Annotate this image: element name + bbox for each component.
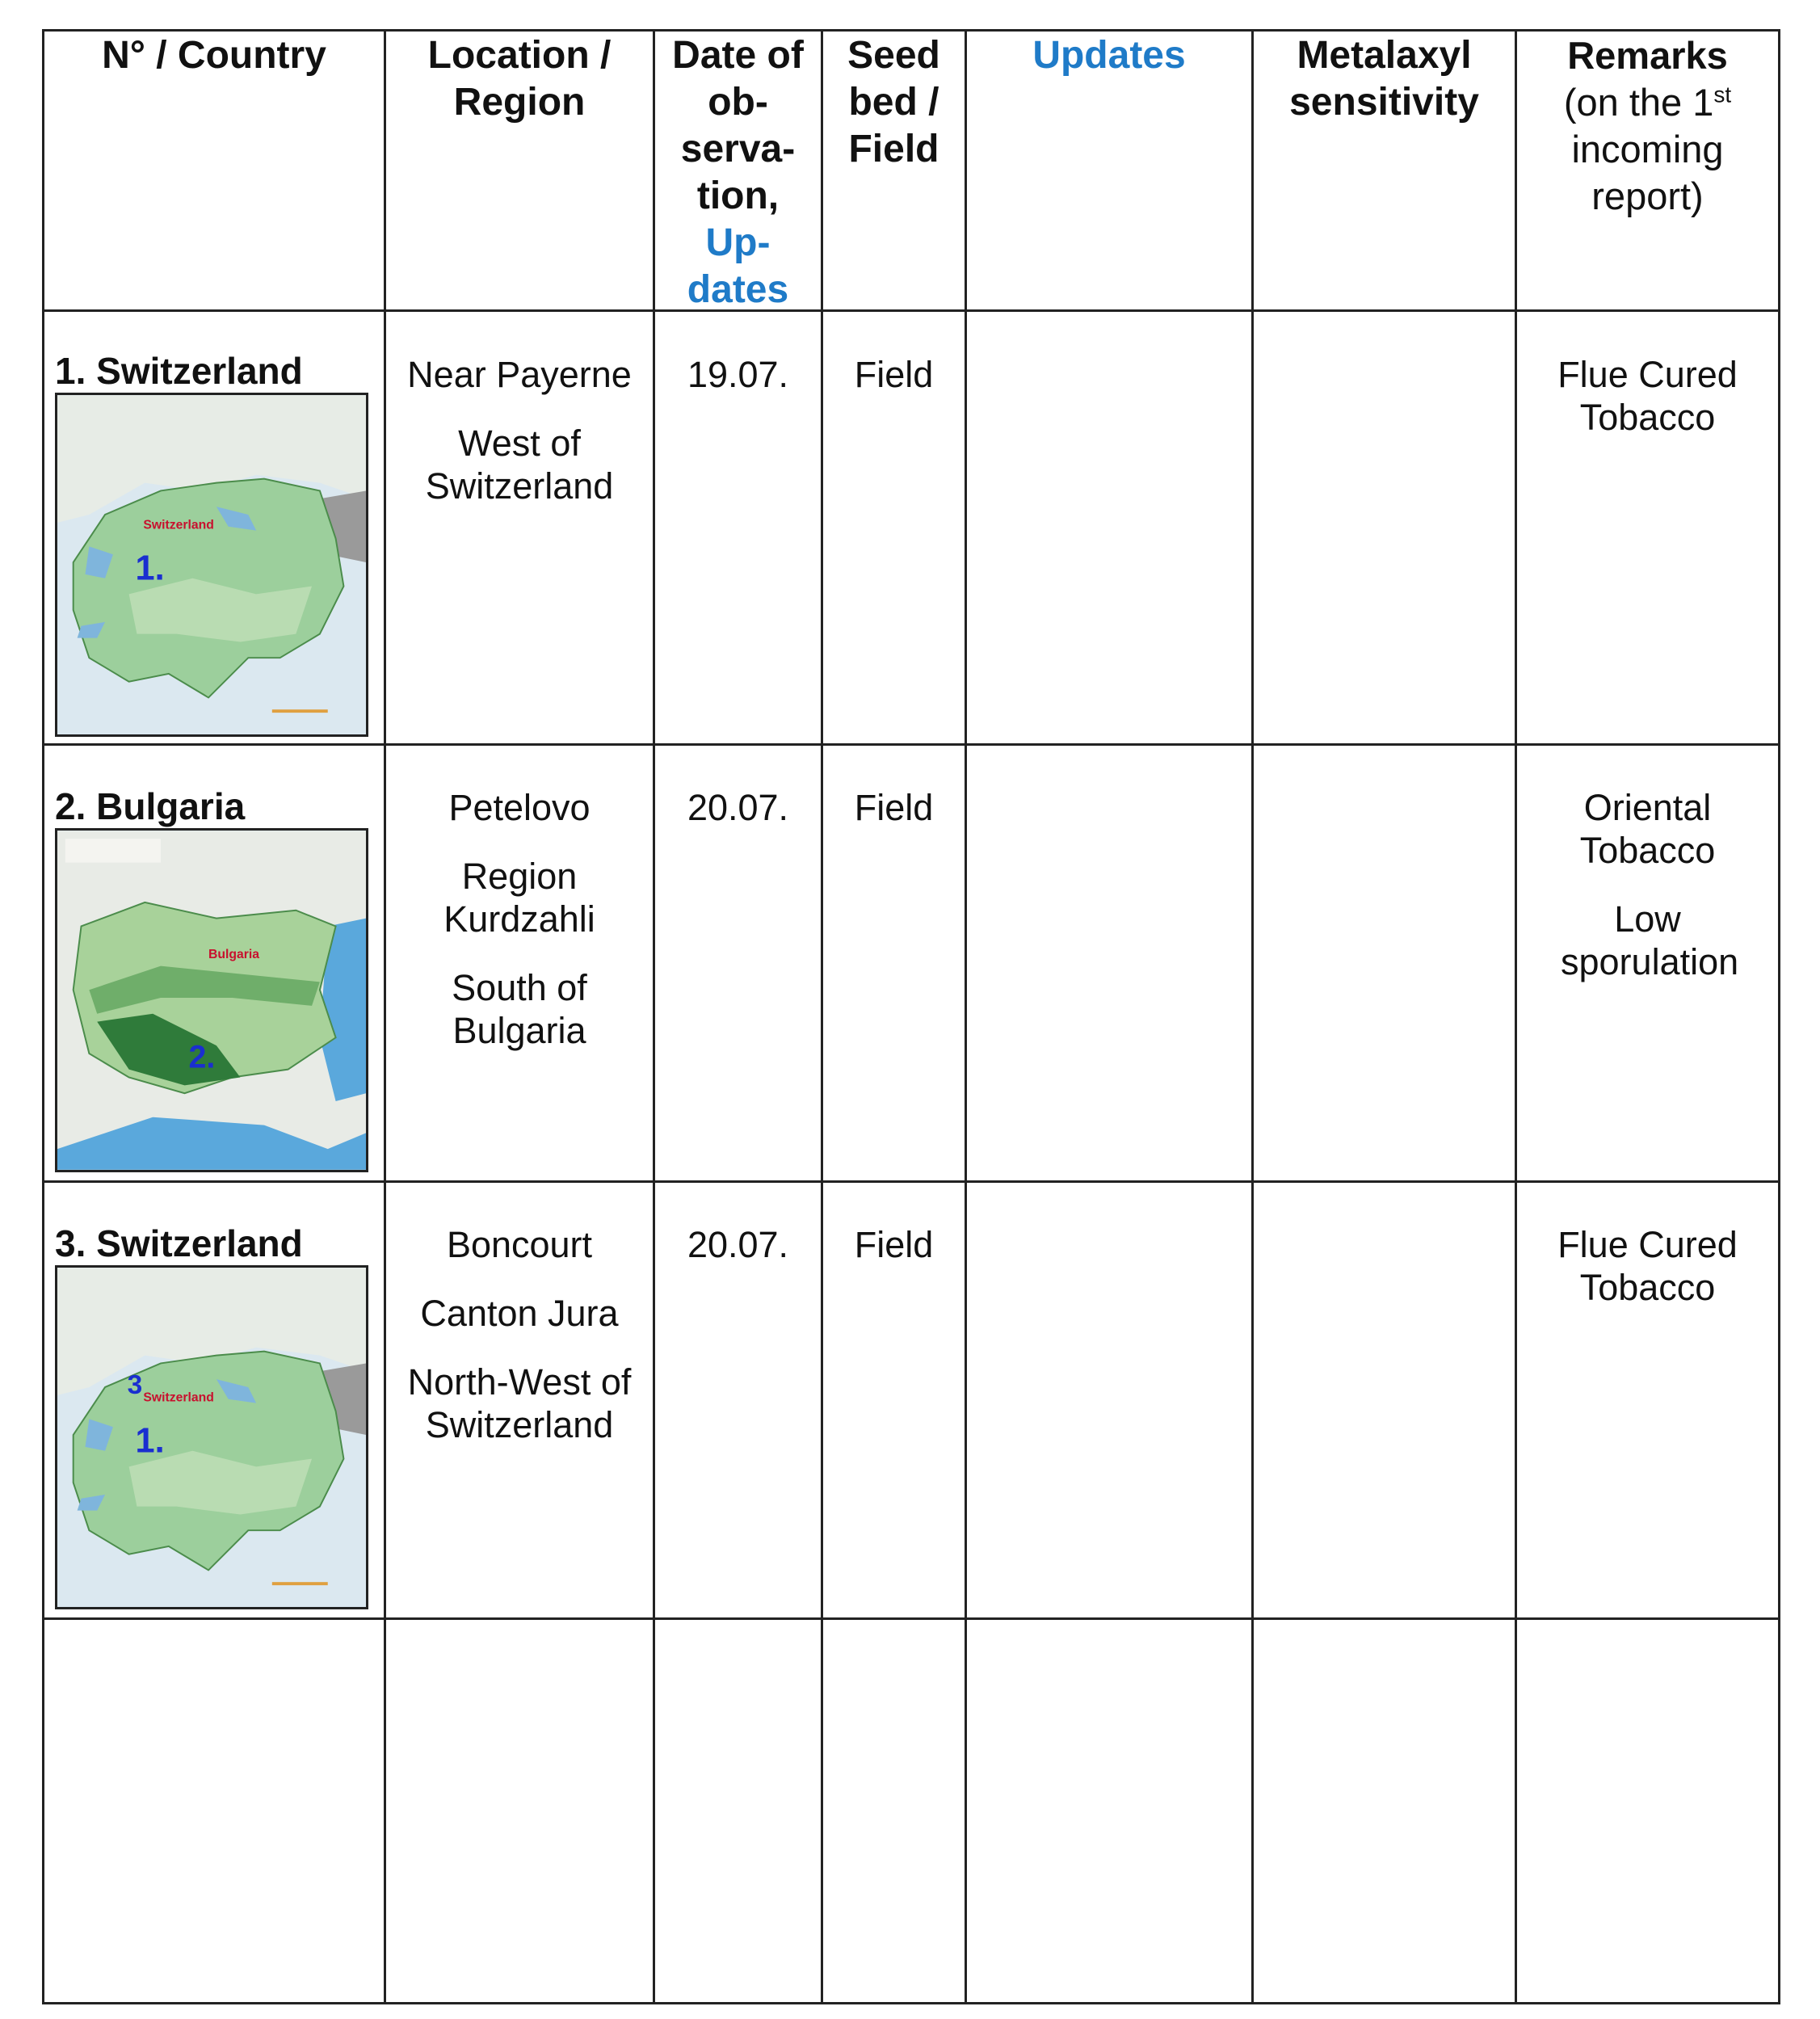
row3-remarks: Flue Cured Tobacco	[1557, 1224, 1738, 1308]
row1-country: 1. Switzerland	[55, 350, 303, 392]
switzerland-map-icon	[57, 395, 366, 734]
row1-seedbed: Field	[854, 354, 934, 395]
header-date: Date of ob- serva- tion, Up- dates	[672, 34, 804, 311]
row1-location: Near Payerne West of Switzerland	[407, 354, 632, 507]
switzerland-map-image	[55, 1265, 368, 1609]
row2-date: 20.07.	[687, 787, 789, 828]
header-seedbed: Seed bed / Field	[847, 34, 940, 170]
row2-remarks: Oriental Tobacco Low sporulation	[1561, 787, 1739, 982]
row2-seedbed: Field	[854, 787, 934, 828]
svg-text:Switzerland: Switzerland	[143, 1390, 214, 1405]
header-location: Location / Region	[427, 34, 612, 124]
svg-text:2.: 2.	[188, 1039, 216, 1075]
svg-text:Bulgaria: Bulgaria	[208, 947, 260, 961]
bulgaria-map-icon	[57, 831, 366, 1170]
row2-country: 2. Bulgaria	[55, 785, 246, 827]
switzerland-map-image	[55, 393, 368, 737]
svg-text:Switzerland: Switzerland	[143, 518, 214, 532]
row3-seedbed: Field	[854, 1224, 934, 1265]
header-updates: Updates	[1032, 34, 1186, 77]
row3-location: Boncourt Canton Jura North-West of Switzerland	[407, 1224, 632, 1445]
row1-remarks: Flue Cured Tobacco	[1557, 354, 1738, 438]
header-remarks: Remarks (on the 1st incoming report)	[1563, 34, 1732, 217]
svg-text:3: 3	[127, 1369, 143, 1400]
bulgaria-map-image	[55, 828, 368, 1172]
row3-date: 20.07.	[687, 1224, 789, 1265]
svg-text:1.: 1.	[135, 549, 165, 588]
header-metalaxyl: Metalaxyl sensitivity	[1289, 34, 1479, 124]
svg-text:1.: 1.	[135, 1421, 165, 1461]
row2-location: Petelovo Region Kurdzahli South of Bulgaria	[443, 787, 595, 1051]
switzerland-map-icon	[57, 1268, 366, 1607]
row3-country: 3. Switzerland	[55, 1222, 303, 1264]
row1-date: 19.07.	[687, 354, 789, 395]
observation-table	[42, 29, 1780, 2004]
header-country: N° / Country	[102, 34, 326, 77]
